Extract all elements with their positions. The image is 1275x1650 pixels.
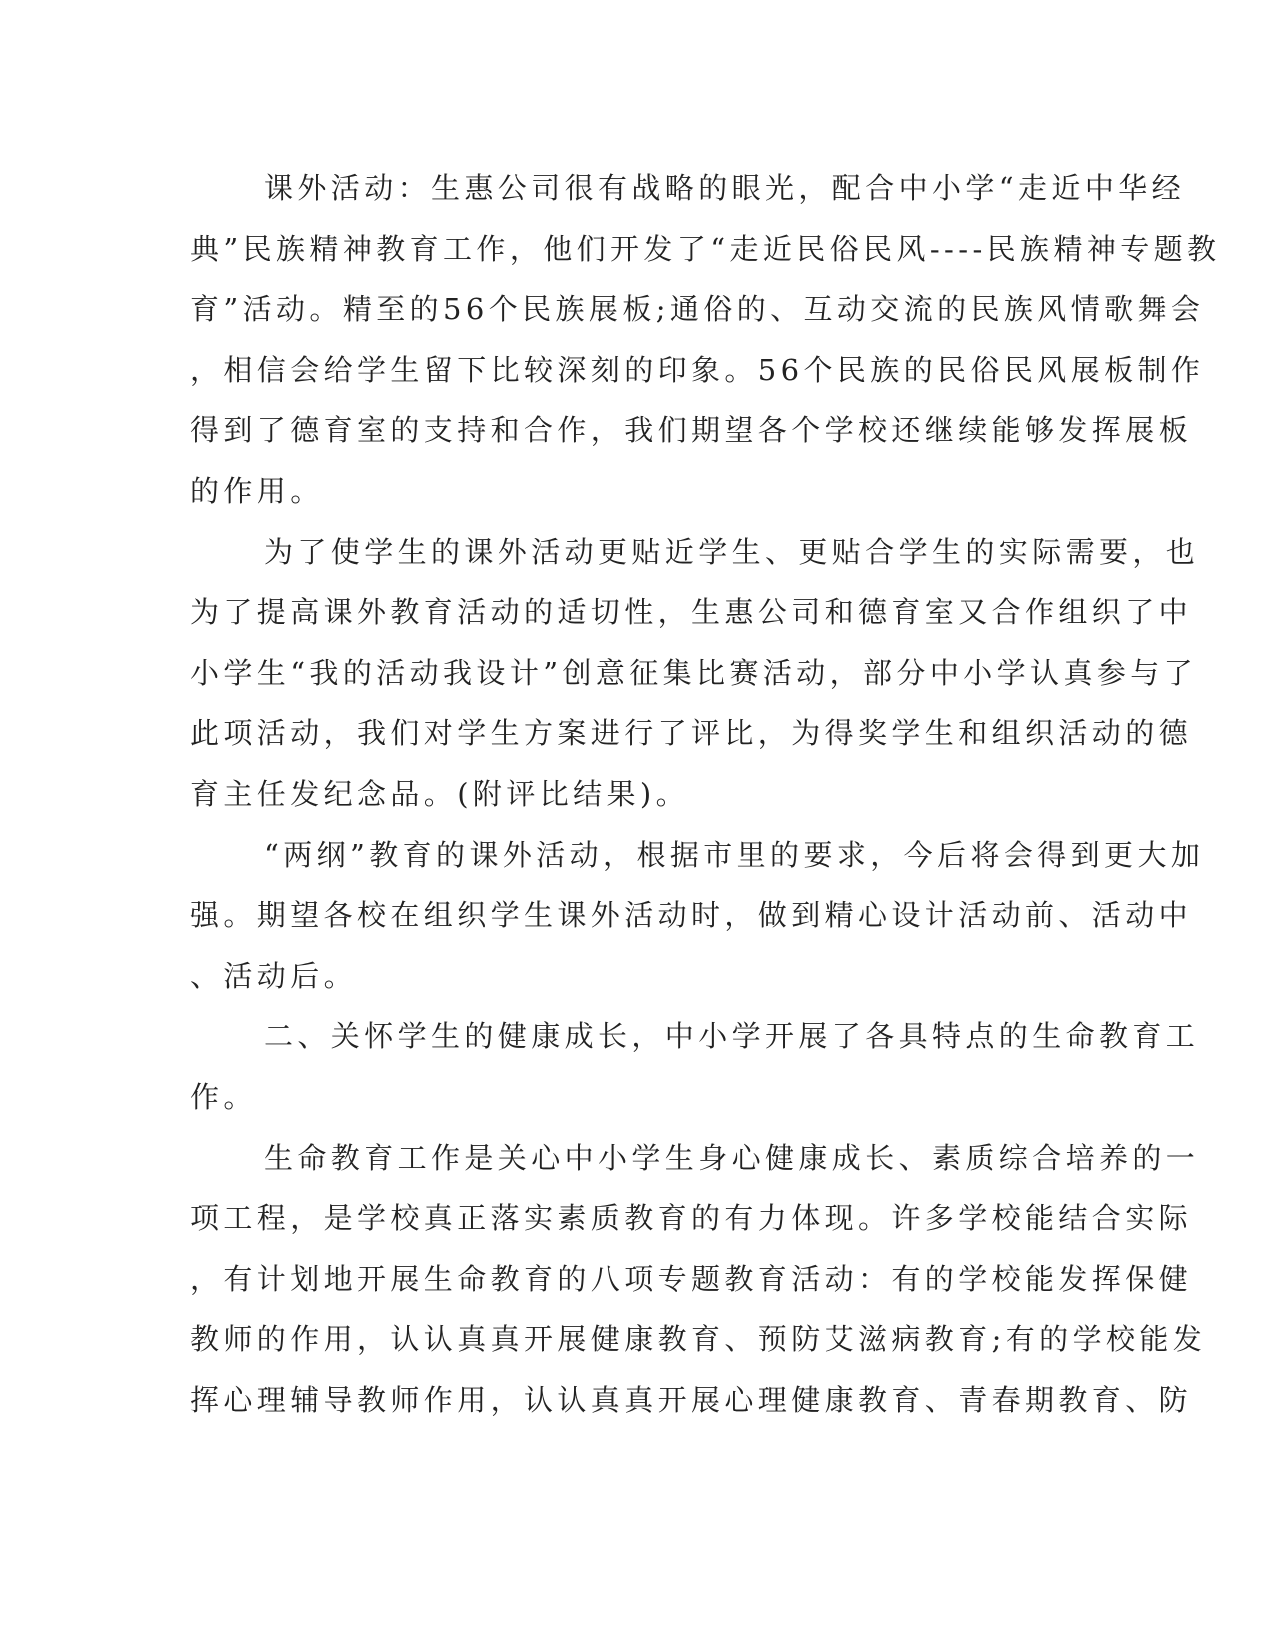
paragraph-design-contest-line-4: 此项活动，我们对学生方案进行了评比，为得奖学生和组织活动的德: [190, 716, 1193, 751]
paragraph-two-outlines-line-3: 、活动后。: [190, 958, 358, 993]
paragraph-design-contest-line-3: 小学生“我的活动我设计”创意征集比赛活动，部分中小学认真参与了: [190, 655, 1198, 690]
paragraph-life-education-line-4: 教师的作用，认认真真开展健康教育、预防艾滋病教育;有的学校能发: [190, 1322, 1207, 1357]
paragraph-extracurricular-line-4: ，相信会给学生留下比较深刻的印象。56个民族的民俗民风展板制作: [190, 352, 1205, 387]
document-body: [190, 158, 1221, 1430]
paragraph-two-outlines-line-1: “两纲”教育的课外活动，根据市里的要求，今后将会得到更大加: [264, 837, 1205, 872]
paragraph-extracurricular-line-2: 典”民族精神教育工作，他们开发了“走近民俗民风----民族精神专题教: [190, 231, 1221, 266]
paragraph-design-contest-line-2: 为了提高课外教育活动的适切性，生惠公司和德育室又合作组织了中: [190, 595, 1193, 630]
paragraph-two-outlines-line-2: 强。期望各校在组织学生课外活动时，做到精心设计活动前、活动中: [190, 898, 1193, 933]
paragraph-extracurricular-line-1: 课外活动：生惠公司很有战略的眼光，配合中小学“走近中华经: [264, 171, 1186, 205]
section-heading-line-2: 作。: [190, 1079, 257, 1114]
section-heading-line-1: 二、关怀学生的健康成长，中小学开展了各具特点的生命教育工: [264, 1019, 1200, 1054]
paragraph-life-education-line-3: ，有计划地开展生命教育的八项专题教育活动：有的学校能发挥保健: [190, 1261, 1193, 1296]
paragraph-design-contest-line-1: 为了使学生的课外活动更贴近学生、更贴合学生的实际需要，也: [264, 534, 1200, 569]
paragraph-extracurricular-line-6: 的作用。: [190, 473, 324, 508]
paragraph-design-contest-line-5: 育主任发纪念品。(附评比结果)。: [190, 776, 690, 811]
paragraph-life-education-line-5: 挥心理辅导教师作用，认认真真开展心理健康教育、青春期教育、防: [190, 1382, 1193, 1417]
paragraph-life-education-line-2: 项工程，是学校真正落实素质教育的有力体现。许多学校能结合实际: [190, 1201, 1193, 1236]
paragraph-extracurricular-line-3: 育”活动。精至的56个民族展板;通俗的、互动交流的民族风情歌舞会: [190, 292, 1205, 327]
paragraph-extracurricular-line-5: 得到了德育室的支持和合作，我们期望各个学校还继续能够发挥展板: [190, 413, 1193, 448]
paragraph-life-education-line-1: 生命教育工作是关心中小学生身心健康成长、素质综合培养的一: [264, 1140, 1200, 1175]
